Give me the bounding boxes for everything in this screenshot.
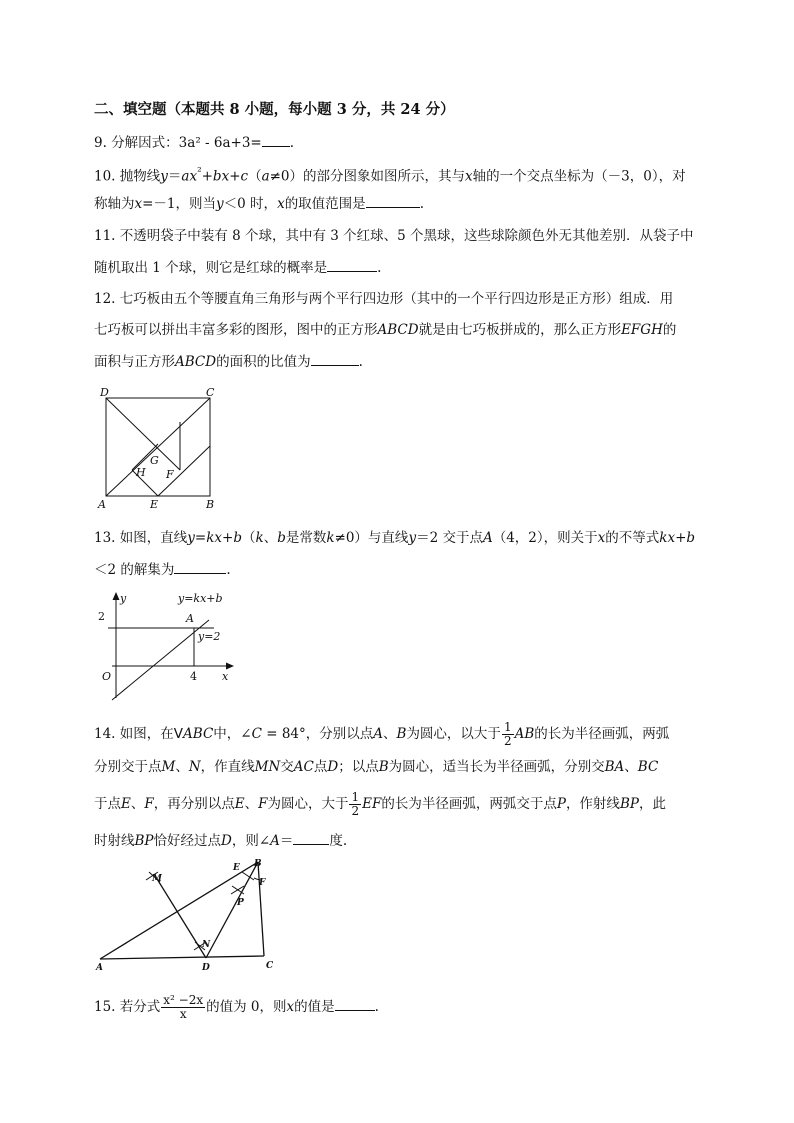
answer-blank[interactable] [262, 132, 290, 147]
fraction-expression: $\frac{\text{x² −2x}}{x}$ [163, 993, 204, 1021]
label-e: E [150, 498, 159, 511]
segment-ac [100, 956, 264, 959]
answer-blank[interactable] [366, 193, 420, 208]
question-12-line-2: 七巧板可以拼出丰富多彩的图形，图中的正方形ABCD就是由七巧板拼成的，那么正方形EFGH的 [94, 322, 677, 338]
answer-blank[interactable] [293, 830, 329, 845]
label-origin: O [102, 670, 112, 683]
label-four: 4 [190, 670, 197, 683]
question-13-line-2: ＜2 的解集为 . [94, 559, 231, 580]
question-number: 10. [94, 168, 116, 185]
question-number: 13. [94, 530, 116, 546]
question-11-line-1: 11. 不透明袋子中装有 8 个球，其中有 3 个红球、5 个黑球，这些球除颜色外无其他差别．从袋子中 [94, 228, 694, 244]
question-10-line-1: 10. 抛物线$y=ax^{^2}+bx+c(a\ne 0)$的部分图象如图所示，其与x轴的一个交点坐标为（－3，0），对 [94, 165, 686, 185]
question-14-line-4: 时射线BP恰好经过点D，则∠A＝ 度. [94, 830, 347, 851]
question-number: 14. [94, 726, 116, 742]
question-14-line-3: 于点E、F，再分别以点E、F为圆心，大于 $\frac{1}{2}$ EF的长为半径画弧，两弧交于点P，作射线BP，此 [94, 790, 666, 818]
fraction-half: $\frac{1}{2}$ [503, 720, 512, 748]
label-c: C [266, 961, 274, 971]
question-number: 9. [94, 135, 107, 151]
label-line-y-2: y=2 [198, 630, 221, 643]
label-m: M [152, 874, 162, 884]
label-d: D [100, 386, 109, 399]
ray-bp [206, 862, 258, 958]
question-12-line-1: 12. 七巧板由五个等腰直角三角形与两个平行四边形（其中的一个平行四边形是正方形）组成．用 [94, 291, 674, 307]
question-number: 11. [94, 228, 116, 244]
question-10-line-2: 称轴为x=－1，则当y＜0 时，x的取值范围是 . [94, 193, 424, 214]
question-14-line-1: 14. 如图，在VABC中，∠C = 84°，分别以点A、B为圆心，以大于 $\frac{1}{2}$ AB的长为半径画弧，两弧 [94, 720, 670, 748]
question-12-line-3: 面积与正方形ABCD的面积的比值为 . [94, 351, 363, 372]
arc-mark-p [231, 886, 244, 894]
triangle-construction-figure [94, 858, 294, 976]
answer-blank[interactable] [335, 996, 375, 1011]
question-number: 15. [94, 999, 116, 1015]
label-n: N [202, 940, 211, 950]
label-e: E [233, 863, 240, 873]
answer-blank[interactable] [174, 559, 226, 574]
question-9: 9. 分解因式：3a² - 6a+3= . [94, 132, 294, 153]
fraction-half: $\frac{1}{2}$ [351, 790, 360, 818]
segment-bc [258, 862, 264, 956]
label-f: F [259, 878, 266, 888]
answer-blank[interactable] [311, 351, 359, 366]
label-x-axis: x [222, 670, 229, 683]
label-d: D [202, 963, 210, 973]
label-line-kx-b: y=kx+b [178, 592, 223, 605]
label-c: C [206, 386, 215, 399]
question-15: 15. 若分式 $\frac{\text{x² −2x}}{x}$ 的值为 0，则x的值是 . [94, 993, 379, 1021]
segment-ab [100, 862, 258, 959]
label-b: B [206, 498, 215, 511]
label-two: 2 [98, 610, 105, 623]
label-p: P [237, 898, 244, 908]
question-11-line-2: 随机取出 1 个球，则它是红球的概率是 . [94, 257, 381, 278]
answer-blank[interactable] [327, 257, 377, 272]
x-axis-arrow [226, 663, 234, 670]
label-y-axis: y [120, 592, 127, 605]
question-13-line-1: 13. 如图，直线y=kx+b（k、b是常数k≠0）与直线y＝2 交于点A（4，2），则关于x的不等式kx+b [94, 530, 696, 546]
question-14-line-2: 分别交于点M、N，作直线MN交AC点D；以点B为圆心，适当长为半径画弧，分别交BA、BC [94, 759, 659, 775]
label-point-a: A [186, 612, 194, 625]
label-b: B [254, 859, 262, 869]
label-h: H [136, 466, 146, 479]
question-text: 分解因式：3a² - 6a+3= [111, 135, 262, 151]
tangram-figure [94, 384, 224, 514]
section-title: 二、填空题（本题共 8 小题，每小题 3 分，共 24 分） [94, 101, 455, 118]
label-f: F [166, 468, 174, 481]
line-mn [154, 874, 206, 958]
label-g: G [150, 454, 159, 467]
label-a: A [96, 963, 103, 973]
line-graph-figure [94, 588, 244, 703]
question-number: 12. [94, 291, 116, 307]
label-a: A [98, 498, 106, 511]
y-axis-arrow [113, 592, 120, 600]
